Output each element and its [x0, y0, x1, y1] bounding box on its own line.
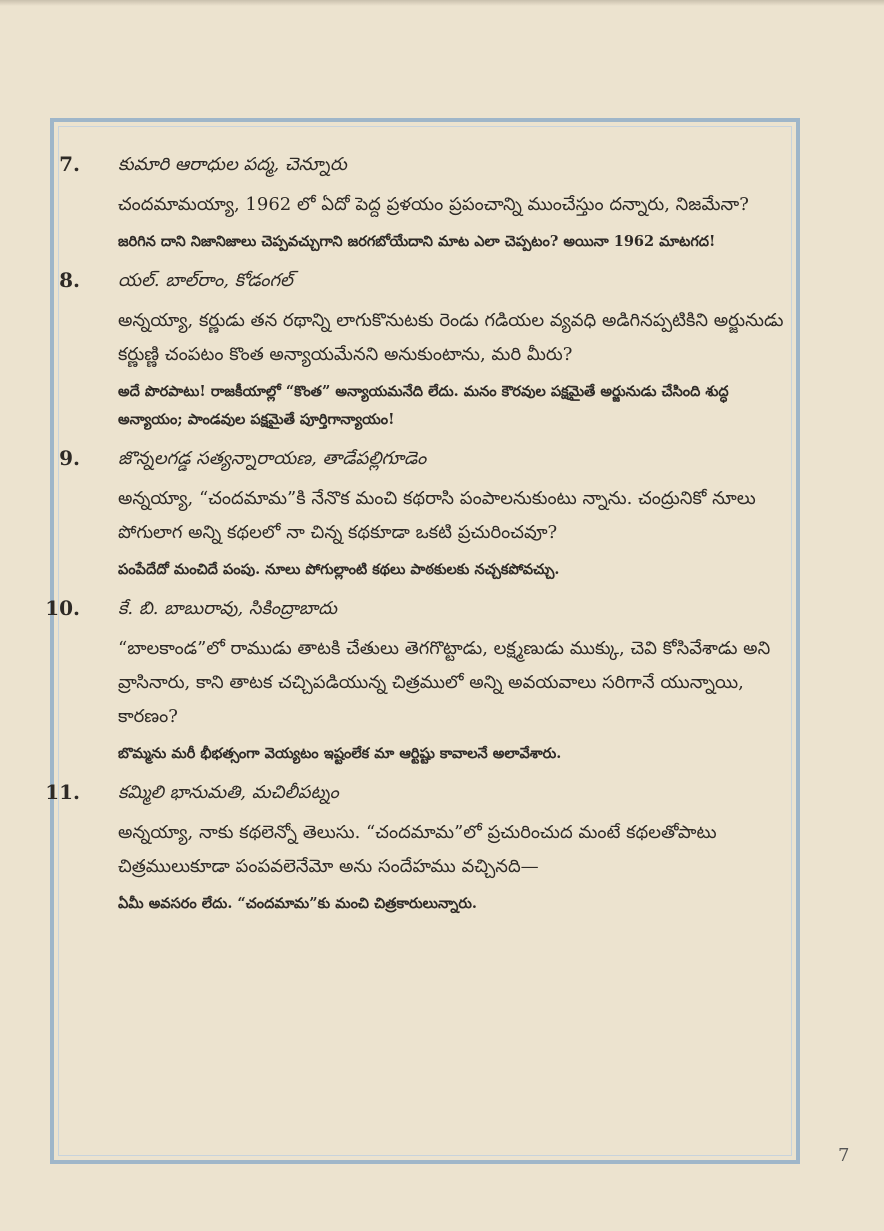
entry-number: 10.: [45, 596, 80, 620]
qa-entry: [59, 444, 788, 584]
answer-text: బొమ్మను మరీ భీభత్సంగా వెయ్యటం ఇష్టంలేక మా ఆర్టిష్టు కావాలనే అలావేశారు.: [118, 745, 562, 762]
question-text: అన్నయ్యా, “చందమామ”కి నేనొక మంచి కథరాసి పంపాలనుకుంటు న్నాను. చంద్రునికో నూలు పోగులాగ అన్ని కథలలో నా చిన్న కథకూడా ఒకటి ప్రచురించవూ?: [118, 488, 756, 543]
asker-name: జొన్నలగడ్డ సత్యన్నారాయణ, తాడేపల్లిగూడెం: [118, 448, 427, 469]
answer-text: జరిగిన దాని నిజానిజాలు చెప్పవచ్చుగాని జరగబోయేదాని మాట ఎలా చెప్పటం? అయినా 1962 మాటగద!: [118, 233, 716, 250]
page-top-edge: [0, 0, 884, 6]
answer-text: ఏమీ అవసరం లేదు. “చందమామ”కు మంచి చిత్రకారులున్నారు.: [118, 895, 477, 912]
qa-column: [45, 150, 788, 928]
asker-name: కే. బి. బాబురావు, సికింద్రాబాదు: [118, 598, 338, 619]
asker-name: కుమారి ఆరాధుల పద్మ, చెన్నూరు: [118, 154, 347, 175]
entry-number: 7.: [59, 152, 80, 176]
asker-name: యల్. బాల్‌రాం, కోడంగల్: [118, 270, 293, 291]
answer-text: పంపేదేదో మంచిదే పంపు. నూలు పోగుల్లాంటి కథలు పాఠకులకు నచ్చకపోవచ్చు.: [118, 561, 560, 578]
qa-entry: [45, 778, 788, 918]
question-text: అన్నయ్యా, కర్ణుడు తన రథాన్ని లాగుకొనుటకు రెండు గడియల వ్యవధి అడిగినప్పటికిని అర్జునుడు కర్ణుణ్ణి చంపటం కొంత అన్యాయమేనని అనుకుంటాను, మరి మీరు?: [118, 310, 784, 365]
question-text: “బాలకాండ”లో రాముడు తాటకి చేతులు తెగగొట్టాడు, లక్ష్మణుడు ముక్కు, చెవి కోసివేశాడు అని వ్రాసినారు, కాని తాటక చచ్చిపడియున్న చిత్రములో అన్ని అవయవాలు సరిగానే యున్నాయి, కారణం?: [118, 638, 771, 727]
answer-text: అదే పొరపాటు! రాజకీయాల్లో “కొంత” అన్యాయమనేది లేదు. మనం కౌరవుల పక్షమైతే అర్జునుడు చేసింది శుద్ధ అన్యాయం; పాండవుల పక్షమైతే పూర్తిగాన్యాయం!: [118, 383, 729, 428]
asker-name: కమ్మిలి భానుమతి, మచిలీపట్నం: [118, 782, 339, 803]
qa-entry: [45, 594, 788, 768]
entry-number: 11.: [45, 780, 80, 804]
qa-entry: [59, 266, 788, 434]
page-number: 7: [838, 1145, 850, 1166]
question-text: అన్నయ్యా, నాకు కథలెన్నో తెలుసు. “చందమామ”లో ప్రచురించుద మంటే కథలతోపాటు చిత్రములుకూడా పంపవలెనేమో అను సందేహము వచ్చినది—: [118, 822, 717, 877]
entry-number: 8.: [59, 268, 80, 292]
qa-entry: [59, 150, 788, 256]
entry-number: 9.: [59, 446, 80, 470]
question-text: చందమామయ్యా, 1962 లో ఏదో పెద్ద ప్రళయం ప్రపంచాన్ని ముంచేస్తుం దన్నారు, నిజమేనా?: [118, 194, 749, 215]
